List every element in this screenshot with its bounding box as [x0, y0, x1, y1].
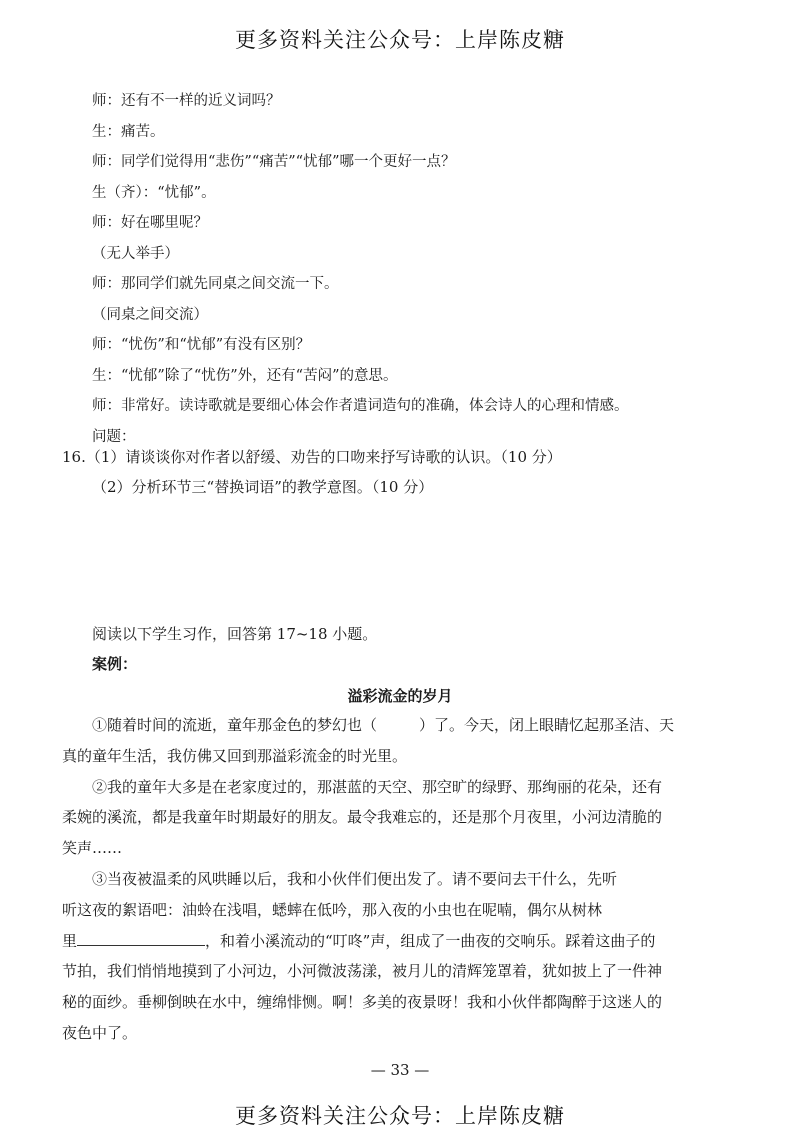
- footer-banner: 更多资料关注公众号：上岸陈皮糖: [235, 1104, 565, 1128]
- essay-text: ①随着时间的流逝，童年那金色的梦幻也（: [92, 716, 378, 734]
- student-essay: [62, 710, 722, 1049]
- case-label: 案例：: [92, 655, 138, 673]
- essay-text: 里: [62, 931, 78, 950]
- dialog-line: 生（齐）：“忧郁”。: [92, 184, 216, 201]
- dialog-line: （无人举手）: [92, 245, 179, 262]
- essay-line: 秘的面纱。垂柳倒映在水中，缠绵悱恻。啊！多美的夜景呀！我和小伙伴都陶醉于这迷人的: [62, 993, 663, 1012]
- essay-text: ②我的童年大多是在老家度过的，那湛蓝的天空、那空旷的绿野、那绚丽的花朵，还有: [92, 777, 663, 796]
- essay-line: 真的童年生活，我仿佛又回到那溢彩流金的时光里。: [62, 746, 408, 765]
- dialog-line: 生：“忧郁”除了“忧伤”外，还有“苦闷”的意思。: [92, 367, 398, 384]
- reading-intro: 阅读以下学生习作，回答第 17~18 小题。: [92, 625, 378, 643]
- essay-line: 笑声……: [62, 839, 123, 858]
- essay-text: ）了。今天，闭上眼睛忆起那圣洁、天: [419, 716, 675, 734]
- essay-line: 节拍，我们悄悄地摸到了小河边，小河微波荡漾，被月儿的清辉笼罩着，犹如披上了一件神: [62, 962, 663, 981]
- classroom-dialog: [92, 86, 732, 452]
- essay-text: ③当夜被温柔的风哄睡以后，我和小伙伴们便出发了。请不要问去干什么，先听: [92, 869, 618, 888]
- dialog-line: 师：那同学们就先同桌之间交流一下。: [92, 276, 339, 292]
- dialog-line: （同桌之间交流）: [92, 306, 208, 323]
- question-16-part-2: （2）分析环节三“替换词语”的教学意图。（10 分）: [92, 478, 434, 496]
- dialog-line: 生：痛苦。: [92, 123, 165, 140]
- essay-line: [62, 926, 722, 957]
- question-16-part-1: 16.（1）请谈谈你对作者以舒缓、劝告的口吻来抒写诗歌的认识。（10 分）: [62, 448, 562, 466]
- dialog-line: 师：同学们觉得用“悲伤”“痛苦”“忧郁”哪一个更好一点？: [92, 154, 456, 170]
- page-number: — 33 —: [370, 1061, 430, 1079]
- essay-line: [62, 710, 722, 741]
- essay-line: [62, 864, 722, 895]
- blank-underline: [77, 931, 205, 946]
- dialog-line: 师：“忧伤”和“忧郁”有没有区别？: [92, 337, 311, 353]
- dialog-line: 师：还有不一样的近义词吗？: [92, 93, 281, 109]
- essay-line: 听这夜的絮语吧：油蛉在浅唱，蟋蟀在低吟，那入夜的小虫也在呢喃，偶尔从树林: [62, 900, 603, 919]
- questions-label: 问题：: [92, 428, 136, 445]
- essay-title: 溢彩流金的岁月: [347, 687, 453, 705]
- dialog-line: 师：非常好。读诗歌就是要细心体会作者遣词造句的准确，体会诗人的心理和情感。: [92, 398, 629, 414]
- essay-text: ，和着小溪流动的“叮咚”声，组成了一曲夜的交响乐。踩着这曲子的: [205, 931, 656, 950]
- essay-line: 夜色中了。: [62, 1023, 138, 1042]
- essay-line: 柔婉的溪流，都是我童年时期最好的朋友。最令我难忘的，还是那个月夜里，小河边清脆的: [62, 808, 663, 827]
- dialog-line: 师：好在哪里呢？: [92, 215, 208, 231]
- header-banner: 更多资料关注公众号：上岸陈皮糖: [235, 28, 565, 52]
- essay-line: [62, 772, 722, 803]
